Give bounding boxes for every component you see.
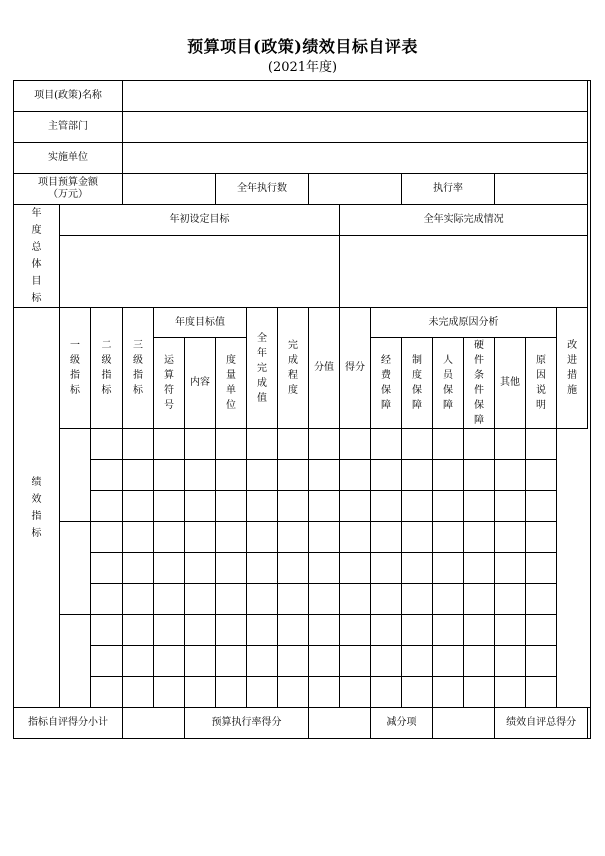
cell[interactable] [340,646,371,677]
cell[interactable] [216,491,247,522]
subtotal-label: 指标自评得分小计 [14,708,123,739]
cell[interactable] [433,646,464,677]
cell[interactable] [433,584,464,615]
reason-group-header: 未完成原因分析 [371,308,557,338]
cell[interactable] [371,429,402,460]
annual-done-header: 全年完成值 [247,308,278,429]
cell[interactable] [371,491,402,522]
performance-indicator-side-label: 绩效指标 [14,308,60,708]
table-row [14,615,591,646]
cell[interactable] [185,522,216,553]
completion-header: 完成程度 [278,308,309,429]
budget-value[interactable] [123,174,216,205]
cell[interactable] [371,615,402,646]
table-row [14,677,591,708]
evaluation-form-table [13,80,591,739]
cell[interactable] [278,522,309,553]
cell[interactable] [495,584,526,615]
cell[interactable] [278,553,309,584]
cell[interactable] [278,460,309,491]
budget-label [14,174,123,205]
budget-score-value[interactable] [309,708,371,739]
cell[interactable] [402,522,433,553]
cell[interactable] [464,460,495,491]
cell[interactable] [309,460,340,491]
score-header: 得分 [340,308,371,429]
cell[interactable] [216,429,247,460]
cell[interactable] [433,615,464,646]
cell[interactable] [526,460,557,491]
cell[interactable] [247,646,278,677]
reason-other-header: 其他 [495,338,526,429]
cell[interactable] [154,677,185,708]
cell[interactable] [216,677,247,708]
cell[interactable] [340,553,371,584]
total-score-label: 绩效自评总得分 [495,708,588,739]
cell[interactable] [433,522,464,553]
cell[interactable] [402,646,433,677]
table-row [14,646,591,677]
table-row [14,553,591,584]
reason-hardware-header: 硬件条件保障 [464,338,495,429]
cell[interactable] [154,646,185,677]
level2-header: 二级指标 [91,308,123,429]
cell[interactable] [309,677,340,708]
form-title: 预算项目(政策)绩效目标自评表 [187,37,418,56]
content-header: 内容 [185,338,216,429]
cell[interactable] [247,615,278,646]
cell[interactable] [154,491,185,522]
cell[interactable] [309,429,340,460]
cell[interactable] [371,522,402,553]
cell[interactable] [433,460,464,491]
operator-header: 运算符号 [154,338,185,429]
reason-funding-header: 经费保障 [371,338,402,429]
cell[interactable] [123,584,154,615]
cell[interactable] [309,553,340,584]
cell[interactable] [123,429,154,460]
cell[interactable] [185,429,216,460]
cell[interactable] [185,491,216,522]
cell[interactable] [495,491,526,522]
cell[interactable] [402,460,433,491]
reason-staff-header: 人员保障 [433,338,464,429]
cell[interactable] [402,584,433,615]
level1-cell[interactable] [60,522,91,615]
unit-label: 实施单位 [14,143,123,174]
actual-completion-value[interactable] [340,235,588,307]
cell[interactable] [216,522,247,553]
cell[interactable] [154,429,185,460]
cell[interactable] [91,646,123,677]
cell[interactable] [464,615,495,646]
cell[interactable] [495,677,526,708]
cell[interactable] [464,522,495,553]
cell[interactable] [402,615,433,646]
score-value-header: 分值 [309,308,340,429]
cell[interactable] [526,584,557,615]
cell[interactable] [154,553,185,584]
cell[interactable] [464,553,495,584]
cell[interactable] [340,615,371,646]
cell[interactable] [464,491,495,522]
annual-target-group-header: 年度目标值 [154,308,247,338]
cell[interactable] [495,522,526,553]
cell[interactable] [340,584,371,615]
level1-cell[interactable] [60,429,91,522]
cell[interactable] [309,584,340,615]
cell[interactable] [154,522,185,553]
cell[interactable] [91,429,123,460]
cell[interactable] [278,677,309,708]
cell[interactable] [185,553,216,584]
cell[interactable] [123,460,154,491]
cell[interactable] [526,553,557,584]
cell[interactable] [91,491,123,522]
cell[interactable] [402,677,433,708]
cell[interactable] [216,460,247,491]
cell[interactable] [247,677,278,708]
level1-header: 一级指标 [60,308,91,429]
budget-label-line1: 项目预算金额 [38,177,99,188]
cell[interactable] [526,491,557,522]
cell[interactable] [464,429,495,460]
cell[interactable] [91,522,123,553]
budget-score-label: 预算执行率得分 [185,708,309,739]
budget-label-line2: （万元） [48,189,89,200]
project-name-label: 项目(政策)名称 [14,81,123,112]
cell[interactable] [123,646,154,677]
annual-exec-value[interactable] [309,174,402,205]
exec-rate-label: 执行率 [402,174,495,205]
cell[interactable] [371,553,402,584]
cell[interactable] [495,460,526,491]
cell[interactable] [340,460,371,491]
table-row [14,522,591,553]
cell[interactable] [495,615,526,646]
deduction-label: 减分项 [371,708,433,739]
cell[interactable] [91,460,123,491]
cell[interactable] [309,522,340,553]
cell[interactable] [278,615,309,646]
cell[interactable] [526,429,557,460]
deduction-value[interactable] [433,708,495,739]
cell[interactable] [526,615,557,646]
cell[interactable] [464,584,495,615]
level3-header: 三级指标 [123,308,154,429]
cell[interactable] [154,460,185,491]
cell[interactable] [402,429,433,460]
dept-value[interactable] [123,112,588,143]
reason-note-header: 原因说明 [526,338,557,429]
cell[interactable] [247,429,278,460]
cell[interactable] [91,553,123,584]
cell[interactable] [123,553,154,584]
level1-cell[interactable] [60,615,91,708]
cell[interactable] [185,584,216,615]
cell[interactable] [247,584,278,615]
cell[interactable] [185,615,216,646]
cell[interactable] [278,429,309,460]
cell[interactable] [247,553,278,584]
cell[interactable] [495,429,526,460]
cell[interactable] [278,584,309,615]
cell[interactable] [278,491,309,522]
annual-goal-side-label: 年度总体目标 [14,205,60,308]
cell[interactable] [526,522,557,553]
cell[interactable] [340,522,371,553]
unit-header: 度量单位 [216,338,247,429]
cell[interactable] [123,615,154,646]
table-row [14,460,591,491]
cell[interactable] [433,429,464,460]
cell[interactable] [464,646,495,677]
cell[interactable] [340,677,371,708]
cell[interactable] [185,677,216,708]
cell[interactable] [278,646,309,677]
cell[interactable] [154,584,185,615]
project-name-value[interactable] [123,81,588,112]
cell[interactable] [433,491,464,522]
cell[interactable] [526,646,557,677]
cell[interactable] [464,677,495,708]
cell[interactable] [371,646,402,677]
exec-rate-value[interactable] [495,174,588,205]
form-year: (2021年度) [267,60,338,75]
unit-value[interactable] [123,143,588,174]
cell[interactable] [185,646,216,677]
cell[interactable] [216,615,247,646]
cell[interactable] [433,677,464,708]
total-score-value[interactable] [588,708,591,739]
cell[interactable] [123,491,154,522]
cell[interactable] [433,553,464,584]
cell[interactable] [216,553,247,584]
table-row [14,584,591,615]
subtotal-value[interactable] [123,708,185,739]
cell[interactable] [247,491,278,522]
cell[interactable] [402,491,433,522]
cell[interactable] [371,677,402,708]
cell[interactable] [340,491,371,522]
cell[interactable] [340,429,371,460]
initial-goal-value[interactable] [60,235,340,307]
table-row [14,429,591,460]
cell[interactable] [309,615,340,646]
table-row [14,491,591,522]
initial-goal-label: 年初设定目标 [60,205,340,236]
actual-completion-label: 全年实际完成情况 [340,205,588,236]
cell[interactable] [123,677,154,708]
cell[interactable] [371,584,402,615]
cell[interactable] [91,677,123,708]
cell[interactable] [309,491,340,522]
cell[interactable] [91,615,123,646]
cell[interactable] [495,553,526,584]
dept-label: 主管部门 [14,112,123,143]
cell[interactable] [123,522,154,553]
cell[interactable] [216,584,247,615]
improve-header: 改进措施 [557,308,588,429]
cell[interactable] [526,677,557,708]
cell[interactable] [185,460,216,491]
reason-system-header: 制度保障 [402,338,433,429]
cell[interactable] [154,615,185,646]
annual-exec-label: 全年执行数 [216,174,309,205]
cell[interactable] [402,553,433,584]
cell[interactable] [247,522,278,553]
cell[interactable] [495,646,526,677]
cell[interactable] [91,584,123,615]
cell[interactable] [371,460,402,491]
cell[interactable] [216,646,247,677]
cell[interactable] [309,646,340,677]
cell[interactable] [247,460,278,491]
